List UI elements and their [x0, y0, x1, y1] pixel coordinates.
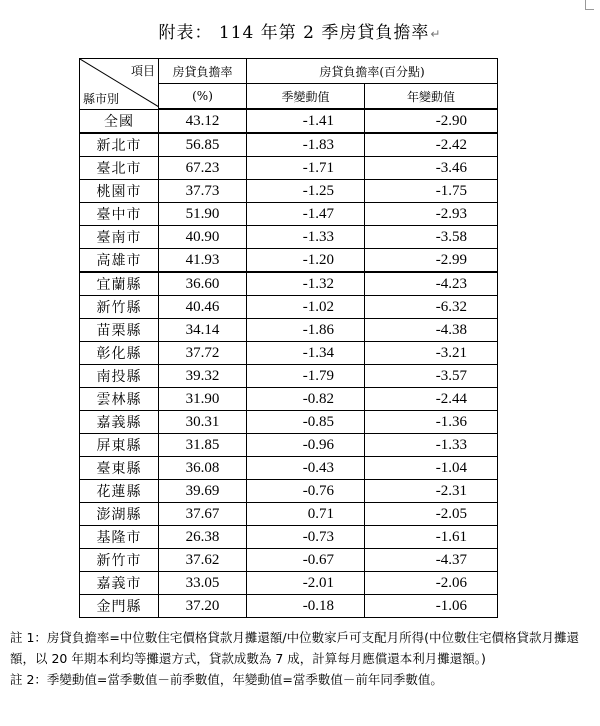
table-row: [80, 296, 498, 319]
region-name-cell: 新北市: [80, 133, 159, 157]
ratio-cell: 39.32: [159, 365, 247, 388]
yearly-change-cell: -2.31: [365, 480, 498, 503]
quarterly-change-cell: -0.76: [247, 480, 365, 503]
yearly-change-cell: -4.37: [365, 549, 498, 572]
region-name-cell: 澎湖縣: [80, 503, 159, 526]
yearly-change-cell: -3.46: [365, 157, 498, 180]
region-name-cell: 臺北市: [80, 157, 159, 180]
ratio-cell: 31.90: [159, 388, 247, 411]
ratio-cell: 40.90: [159, 226, 247, 249]
region-name-cell: 臺中市: [80, 203, 159, 226]
yearly-change-cell: -2.99: [365, 249, 498, 273]
ratio-cell: 37.72: [159, 342, 247, 365]
title-text: 附表： 114 年第 2 季房貸負擔率: [158, 23, 430, 43]
page-corner-mark: [580, 0, 600, 14]
region-name-cell: 金門縣: [80, 595, 159, 618]
quarterly-change-cell: -1.86: [247, 319, 365, 342]
quarterly-change-cell: -0.96: [247, 434, 365, 457]
quarterly-header: 季變動值: [247, 84, 365, 110]
table-row: [80, 365, 498, 388]
ratio-cell: 41.93: [159, 249, 247, 273]
ratio-cell: 51.90: [159, 203, 247, 226]
yearly-change-cell: -3.57: [365, 365, 498, 388]
region-name-cell: 南投縣: [80, 365, 159, 388]
quarterly-change-cell: -1.83: [247, 133, 365, 157]
yearly-change-cell: -3.21: [365, 342, 498, 365]
region-name-cell: 屏東縣: [80, 434, 159, 457]
ratio-header: 房貸負擔率: [159, 59, 247, 84]
yearly-change-cell: -2.05: [365, 503, 498, 526]
paragraph-mark-icon: ↵: [430, 27, 442, 41]
region-name-cell: 基隆市: [80, 526, 159, 549]
quarterly-change-cell: -0.82: [247, 388, 365, 411]
ratio-cell: 37.73: [159, 180, 247, 203]
table-row: [80, 272, 498, 296]
quarterly-change-cell: -1.47: [247, 203, 365, 226]
yearly-change-cell: -2.06: [365, 572, 498, 595]
table-row: [80, 157, 498, 180]
table-row: [80, 549, 498, 572]
table-row: [80, 411, 498, 434]
yearly-change-cell: -1.75: [365, 180, 498, 203]
yearly-change-cell: -6.32: [365, 296, 498, 319]
table-row: [80, 526, 498, 549]
region-name-cell: 雲林縣: [80, 388, 159, 411]
table-row: [80, 109, 498, 133]
ratio-cell: 34.14: [159, 319, 247, 342]
quarterly-change-cell: -0.18: [247, 595, 365, 618]
table-row: [80, 342, 498, 365]
ratio-cell: 67.23: [159, 157, 247, 180]
ratio-cell: 26.38: [159, 526, 247, 549]
yearly-change-cell: -2.42: [365, 133, 498, 157]
quarterly-change-cell: -1.02: [247, 296, 365, 319]
region-name-cell: 苗栗縣: [80, 319, 159, 342]
region-name-cell: 桃園市: [80, 180, 159, 203]
region-name-cell: 臺南市: [80, 226, 159, 249]
mortgage-burden-table: [79, 58, 498, 618]
ratio-unit-header: (%): [159, 84, 247, 110]
table-row: [80, 457, 498, 480]
diagonal-header-cell: [80, 59, 159, 110]
quarterly-change-cell: -1.41: [247, 109, 365, 133]
ratio-cell: 36.08: [159, 457, 247, 480]
yearly-change-cell: -4.23: [365, 272, 498, 296]
quarterly-change-cell: -0.67: [247, 549, 365, 572]
quarterly-change-cell: -1.32: [247, 272, 365, 296]
ratio-cell: 31.85: [159, 434, 247, 457]
ratio-cell: 56.85: [159, 133, 247, 157]
region-name-cell: 嘉義市: [80, 572, 159, 595]
yearly-change-cell: -1.36: [365, 411, 498, 434]
yearly-change-cell: -2.90: [365, 109, 498, 133]
region-name-cell: 嘉義縣: [80, 411, 159, 434]
region-name-cell: 宜蘭縣: [80, 272, 159, 296]
quarterly-change-cell: 0.71: [247, 503, 365, 526]
note-1: 註 1：房貸負擔率=中位數住宅價格貸款月攤還額/中位數家戶可支配月所得(中位數住宅價格貸款月攤還額，以 20 年期本利均等攤還方式，貸款成數為 7 成，計算每月應償還本利月攤還額。): [10, 630, 579, 666]
region-name-cell: 新竹市: [80, 549, 159, 572]
page-title: [0, 18, 600, 43]
ratio-cell: 37.20: [159, 595, 247, 618]
table-row: [80, 480, 498, 503]
ratio-cell: 37.62: [159, 549, 247, 572]
region-label: 縣市別: [83, 91, 120, 106]
yearly-change-cell: -2.44: [365, 388, 498, 411]
quarterly-change-cell: -1.20: [247, 249, 365, 273]
quarterly-change-cell: -1.71: [247, 157, 365, 180]
yearly-change-cell: -1.33: [365, 434, 498, 457]
region-name-cell: 全國: [80, 109, 159, 133]
yearly-change-cell: -3.58: [365, 226, 498, 249]
table-row: [80, 249, 498, 273]
header-row-1: [80, 59, 498, 84]
quarterly-change-cell: -1.34: [247, 342, 365, 365]
ratio-cell: 40.46: [159, 296, 247, 319]
region-name-cell: 高雄市: [80, 249, 159, 273]
note-2: 註 2：季變動值=當季數值－前季數值，年變動值=當季數值－前年同季數值。: [10, 672, 443, 687]
region-name-cell: 彰化縣: [80, 342, 159, 365]
table-row: [80, 503, 498, 526]
quarterly-change-cell: -0.73: [247, 526, 365, 549]
quarterly-change-cell: -1.33: [247, 226, 365, 249]
yearly-change-cell: -2.93: [365, 203, 498, 226]
region-name-cell: 臺東縣: [80, 457, 159, 480]
ratio-cell: 37.67: [159, 503, 247, 526]
table-row: [80, 388, 498, 411]
quarterly-change-cell: -2.01: [247, 572, 365, 595]
table-row: [80, 595, 498, 618]
yearly-change-cell: -4.38: [365, 319, 498, 342]
ratio-cell: 30.31: [159, 411, 247, 434]
table-row: [80, 434, 498, 457]
quarterly-change-cell: -0.43: [247, 457, 365, 480]
ratio-cell: 39.69: [159, 480, 247, 503]
yearly-change-cell: -1.06: [365, 595, 498, 618]
table-row: [80, 133, 498, 157]
table-row: [80, 319, 498, 342]
quarterly-change-cell: -1.79: [247, 365, 365, 388]
ratio-cell: 33.05: [159, 572, 247, 595]
table-row: [80, 226, 498, 249]
ratio-cell: 36.60: [159, 272, 247, 296]
yearly-change-cell: -1.61: [365, 526, 498, 549]
quarterly-change-cell: -0.85: [247, 411, 365, 434]
ratio-cell: 43.12: [159, 109, 247, 133]
item-label: 項目: [130, 64, 155, 78]
yearly-header: 年變動值: [365, 84, 498, 110]
table-row: [80, 572, 498, 595]
change-group-header: 房貸負擔率(百分點): [247, 59, 498, 84]
region-name-cell: 花蓮縣: [80, 480, 159, 503]
table-row: [80, 180, 498, 203]
yearly-change-cell: -1.04: [365, 457, 498, 480]
notes-section: [10, 627, 590, 690]
quarterly-change-cell: -1.25: [247, 180, 365, 203]
region-name-cell: 新竹縣: [80, 296, 159, 319]
table-row: [80, 203, 498, 226]
